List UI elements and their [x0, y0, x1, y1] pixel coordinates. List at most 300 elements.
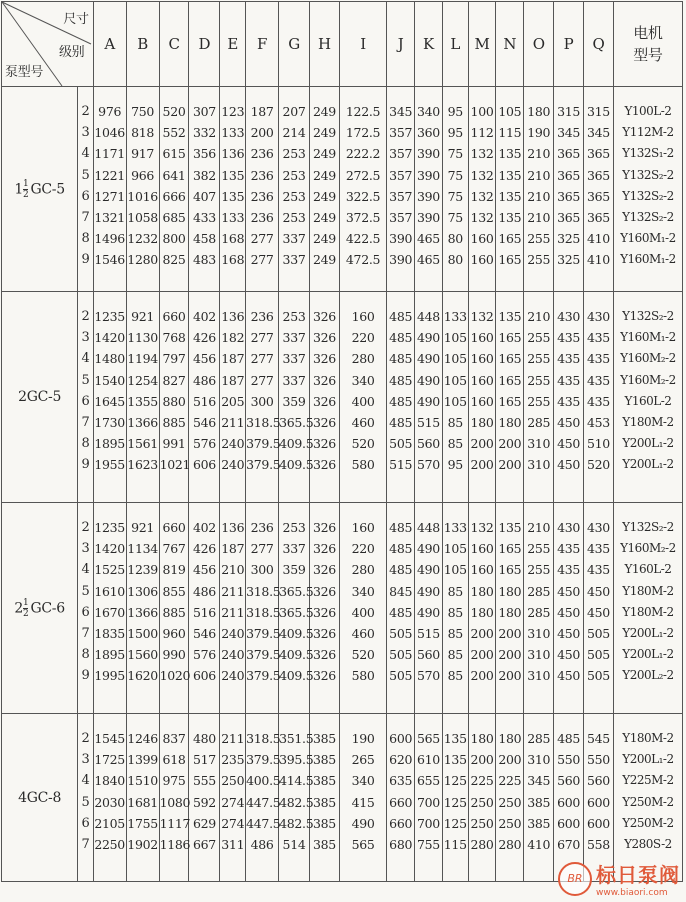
dimension-value: 372.5: [345, 209, 381, 225]
level-value: 8: [81, 647, 90, 663]
column-header-n: N: [496, 2, 524, 87]
dimension-value: 1995: [94, 668, 125, 684]
dimension-value: 180: [498, 583, 522, 599]
dimension-value: 85: [447, 668, 463, 684]
dimension-value: 165: [498, 393, 522, 409]
dimension-value: 426: [192, 541, 216, 557]
level-value: 6: [81, 815, 90, 831]
dimension-value: 318.5: [246, 731, 281, 746]
dimension-value: 123: [221, 104, 245, 119]
dimension-value: 249: [312, 104, 336, 119]
dimension-value: 1623: [127, 457, 158, 473]
level-value: 4: [81, 146, 90, 162]
dimension-value: 991: [162, 436, 186, 452]
dimension-value: 410: [586, 231, 610, 247]
dimension-value: 180: [470, 731, 494, 746]
dimension-value: 450: [557, 668, 581, 684]
dimension-value: 285: [527, 604, 551, 620]
dimension-value: 490: [416, 330, 440, 346]
dimension-value: 277: [250, 231, 274, 247]
dimension-value: 160: [470, 231, 494, 247]
dimension-value: 236: [250, 167, 274, 183]
dimension-value: 277: [250, 372, 274, 388]
dimension-value: 351.5: [279, 731, 314, 746]
dimension-value: 337: [282, 541, 306, 557]
dimension-value: 485: [557, 731, 581, 746]
motor-model-column: [613, 503, 682, 714]
dimension-value: 132: [470, 520, 494, 535]
dimension-value: 520: [351, 647, 375, 663]
dimension-value: 485: [389, 372, 413, 388]
level-value: 4: [81, 562, 90, 578]
dimension-value: 570: [416, 668, 440, 684]
level-value: 3: [81, 125, 90, 141]
dimension-column-g: [279, 292, 314, 503]
dimension-value: 618: [162, 752, 186, 768]
dimension-value: 1306: [127, 583, 158, 599]
dimension-value: 520: [586, 457, 610, 473]
dimension-value: 105: [498, 104, 522, 119]
dimension-value: 966: [131, 167, 155, 183]
watermark-name: 标日泵阀: [596, 863, 680, 887]
dimension-value: 180: [470, 583, 494, 599]
column-header-b: B: [126, 2, 159, 87]
dimension-value: 660: [389, 815, 413, 831]
dimension-value: 125: [443, 794, 467, 810]
dimension-value: 235: [221, 752, 245, 768]
dimension-value: 165: [498, 351, 522, 367]
dimension-value: 606: [192, 668, 216, 684]
dimension-value: 240: [221, 457, 245, 473]
dimension-column-a: [93, 87, 126, 292]
dimension-column-c: [159, 87, 189, 292]
dimension-value: 236: [250, 209, 274, 225]
pump-model-fraction: [23, 598, 28, 619]
dimension-value: 360: [416, 125, 440, 141]
dimension-value: 1610: [94, 583, 125, 599]
dimension-value: 210: [527, 520, 551, 535]
dimension-value: 2030: [94, 794, 125, 810]
dimension-column-p: [554, 87, 584, 292]
dimension-value: 135: [443, 731, 467, 746]
dimension-value: 433: [192, 209, 216, 225]
dimension-value: 135: [498, 209, 522, 225]
dimension-value: 600: [586, 794, 610, 810]
dimension-value: 960: [162, 625, 186, 641]
dimension-value: 365: [586, 188, 610, 204]
dimension-column-o: [524, 87, 554, 292]
motor-model-value: Y132S₂-2: [622, 209, 674, 224]
motor-model-header: [613, 2, 682, 87]
dimension-value: 277: [250, 252, 274, 268]
dimension-value: 700: [416, 794, 440, 810]
dimension-value: 255: [527, 372, 551, 388]
dimension-value: 450: [557, 457, 581, 473]
dimension-value: 249: [312, 209, 336, 225]
motor-model-value: Y280S-2: [624, 836, 672, 851]
dimension-value: 1546: [94, 252, 125, 268]
dimension-value: 976: [98, 104, 122, 119]
dimension-value: 75: [447, 167, 463, 183]
dimension-value: 326: [312, 393, 336, 409]
dimension-value: 318.5: [246, 583, 281, 599]
pump-model-cell: [2, 503, 78, 714]
dimension-value: 450: [557, 414, 581, 430]
motor-model-value: Y200L₁-2: [622, 647, 674, 662]
dimension-column-q: [584, 87, 614, 292]
motor-model-value: Y132S₂-2: [622, 309, 674, 323]
dimension-value: 385: [312, 815, 336, 831]
column-header-q: Q: [584, 2, 614, 87]
dimension-value: 122.5: [345, 104, 381, 119]
motor-model-value: Y160M₁-2: [620, 330, 676, 345]
dimension-value: 210: [527, 188, 551, 204]
dimension-value: 641: [162, 167, 186, 183]
dimension-column-c: [159, 503, 189, 714]
dimension-value: 205: [221, 393, 245, 409]
dimension-value: 135: [498, 309, 522, 324]
dimension-value: 210: [527, 146, 551, 162]
dimension-column-h: [309, 292, 339, 503]
dimension-column-m: [468, 714, 496, 882]
dimension-value: 818: [131, 125, 155, 141]
dimension-value: 453: [586, 414, 610, 430]
dimension-value: 307: [192, 104, 216, 119]
corner-header: [2, 2, 94, 87]
dimension-value: 345: [389, 104, 413, 119]
motor-model-column: [613, 292, 682, 503]
dimension-value: 558: [586, 836, 610, 852]
dimension-value: 485: [389, 309, 413, 324]
dimension-value: 214: [282, 125, 306, 141]
dimension-value: 1840: [94, 773, 125, 789]
dimension-value: 95: [447, 125, 463, 141]
dimension-value: 365: [557, 209, 581, 225]
dimension-value: 921: [131, 309, 155, 324]
dimension-value: 253: [282, 167, 306, 183]
column-header-f: F: [246, 2, 279, 87]
dimension-value: 325: [557, 231, 581, 247]
dimension-column-h: [309, 714, 339, 882]
dimension-value: 515: [416, 625, 440, 641]
dimension-value: 465: [416, 252, 440, 268]
dimension-value: 1561: [127, 436, 158, 452]
dimension-value: 1525: [94, 562, 125, 578]
dimension-value: 1235: [94, 520, 125, 535]
dimension-value: 660: [162, 309, 186, 324]
pump-model-fraction: [23, 179, 28, 200]
pump-model-suffix: GC-6: [30, 600, 65, 616]
dimension-value: 390: [416, 209, 440, 225]
dimension-value: 325: [557, 252, 581, 268]
dimension-value: 382: [192, 167, 216, 183]
dimension-value: 1239: [127, 562, 158, 578]
column-header-m: M: [468, 2, 496, 87]
dimension-value: 1080: [159, 794, 191, 810]
pump-model-cell: [2, 292, 78, 503]
dimension-value: 620: [389, 752, 413, 768]
dimension-column-j: [387, 87, 415, 292]
dimension-value: 310: [527, 625, 551, 641]
pump-model-label: 2GC-5: [18, 389, 62, 405]
dimension-value: 225: [470, 773, 494, 789]
dimension-value: 200: [498, 436, 522, 452]
dimension-column-h: [309, 87, 339, 292]
dimension-value: 160: [470, 562, 494, 578]
motor-model-value: Y180M-2: [622, 731, 674, 745]
level-value: 5: [81, 167, 90, 183]
dimension-value: 576: [192, 436, 216, 452]
dimension-value: 486: [250, 836, 274, 852]
dimension-column-e: [220, 503, 246, 714]
dimension-value: 365.5: [279, 604, 314, 620]
dimension-value: 426: [192, 330, 216, 346]
dimension-value: 135: [498, 188, 522, 204]
dimension-value: 318.5: [246, 414, 281, 430]
dimension-value: 365.5: [279, 414, 314, 430]
dimension-value: 250: [470, 794, 494, 810]
dimension-value: 133: [221, 125, 245, 141]
dimension-value: 606: [192, 457, 216, 473]
dimension-value: 133: [443, 520, 467, 535]
dimension-value: 356: [192, 146, 216, 162]
dimension-column-q: [584, 714, 614, 882]
dimension-value: 165: [498, 541, 522, 557]
dimension-column-a: [93, 503, 126, 714]
dimension-value: 565: [416, 731, 440, 746]
dimension-value: 95: [447, 457, 463, 473]
dimension-value: 211: [221, 414, 245, 430]
dimension-value: 435: [586, 330, 610, 346]
dimension-value: 280: [351, 562, 375, 578]
dimension-column-o: [524, 503, 554, 714]
dimension-column-l: [442, 503, 468, 714]
dimension-value: 337: [282, 372, 306, 388]
dimension-value: 379.5: [246, 668, 281, 684]
fraction-numerator: 1: [23, 178, 29, 189]
dimension-value: 160: [470, 393, 494, 409]
dimension-value: 1620: [127, 668, 158, 684]
dimension-value: 435: [557, 562, 581, 578]
dimension-column-b: [126, 714, 159, 882]
dimension-value: 667: [192, 836, 216, 852]
dimension-value: 505: [586, 647, 610, 663]
dimension-value: 1399: [127, 752, 158, 768]
dimension-value: 249: [312, 252, 336, 268]
dimension-column-k: [415, 292, 443, 503]
motor-model-value: Y160M₂-2: [620, 372, 676, 387]
dimension-value: 855: [162, 583, 186, 599]
dimension-value: 560: [557, 773, 581, 789]
motor-model-value: Y200L₂-2: [622, 668, 674, 683]
dimension-value: 837: [162, 731, 186, 746]
dimension-value: 1130: [127, 330, 158, 346]
dimension-value: 456: [192, 351, 216, 367]
motor-header-line1: 电机: [633, 24, 663, 42]
level-value: 5: [81, 794, 90, 810]
dimension-value: 75: [447, 188, 463, 204]
dimension-value: 409.5: [279, 647, 314, 663]
dimension-value: 448: [416, 309, 440, 324]
dimension-value: 165: [498, 372, 522, 388]
dimension-value: 85: [447, 604, 463, 620]
dimension-value: 220: [351, 541, 375, 557]
dimension-value: 80: [447, 231, 463, 247]
dimension-value: 565: [351, 836, 375, 852]
dimension-value: 1955: [94, 457, 125, 473]
dimension-value: 168: [221, 252, 245, 268]
dimension-value: 385: [527, 794, 551, 810]
dimension-value: 515: [416, 414, 440, 430]
dimension-column-j: [387, 292, 415, 503]
dimension-value: 80: [447, 252, 463, 268]
dimension-column-g: [279, 87, 310, 292]
dimension-value: 490: [416, 604, 440, 620]
dimension-column-q: [584, 503, 614, 714]
dimension-value: 160: [351, 309, 375, 324]
dimension-value: 160: [470, 372, 494, 388]
dimension-value: 210: [527, 209, 551, 225]
header-row: [2, 2, 683, 87]
dimension-value: 133: [221, 209, 245, 225]
dimension-value: 435: [586, 393, 610, 409]
dimension-value: 600: [586, 815, 610, 831]
dimension-value: 277: [250, 330, 274, 346]
dimension-column-c: [159, 292, 189, 503]
dimension-value: 379.5: [246, 647, 281, 663]
dimension-value: 1835: [94, 625, 125, 641]
dimension-value: 515: [389, 457, 413, 473]
dimension-value: 1046: [94, 125, 125, 141]
dimension-value: 280: [498, 836, 522, 852]
dimension-value: 555: [192, 773, 216, 789]
dimension-column-a: [93, 714, 126, 882]
dimension-column-n: [496, 87, 524, 292]
motor-model-value: Y225M-2: [622, 773, 674, 788]
dimension-value: 135: [498, 146, 522, 162]
dimension-value: 768: [162, 330, 186, 346]
motor-model-value: Y160L-2: [624, 562, 672, 577]
dimension-value: 337: [282, 351, 306, 367]
motor-model-value: Y180M-2: [622, 583, 674, 598]
dimension-value: 505: [586, 625, 610, 641]
dimension-value: 211: [221, 604, 245, 620]
dimension-value: 1645: [94, 393, 125, 409]
dimension-value: 340: [351, 583, 375, 599]
column-header-o: O: [524, 2, 554, 87]
column-header-j: J: [387, 2, 415, 87]
dimension-value: 482.5: [279, 815, 314, 831]
pump-group-row: [2, 87, 683, 292]
dimension-column-a: [93, 292, 126, 503]
dimension-value: 277: [250, 351, 274, 367]
dimension-value: 340: [351, 773, 375, 789]
dimension-value: 136: [221, 520, 245, 535]
dimension-value: 285: [527, 583, 551, 599]
dimension-value: 326: [312, 647, 336, 663]
dimension-value: 1681: [127, 794, 158, 810]
dimension-value: 600: [389, 731, 413, 746]
dimension-value: 315: [586, 104, 610, 119]
dimension-value: 285: [527, 414, 551, 430]
dimension-value: 357: [389, 167, 413, 183]
dimension-value: 460: [351, 625, 375, 641]
motor-model-column: [613, 714, 682, 882]
dimension-value: 200: [470, 752, 494, 768]
motor-model-value: Y160M₁-2: [620, 252, 676, 267]
dimension-column-h: [309, 503, 339, 714]
dimension-value: 415: [351, 794, 375, 810]
level-value: 7: [81, 625, 90, 641]
dimension-value: 1355: [127, 393, 158, 409]
dimension-value: 280: [351, 351, 375, 367]
dimension-value: 180: [498, 604, 522, 620]
dimension-column-l: [442, 292, 468, 503]
column-header-i: I: [339, 2, 386, 87]
dimension-column-b: [126, 292, 159, 503]
dimension-value: 1232: [127, 231, 158, 247]
dimension-value: 112: [470, 125, 494, 141]
dimension-value: 550: [557, 752, 581, 768]
dimension-value: 546: [192, 414, 216, 430]
dimension-value: 337: [282, 252, 306, 268]
dimension-value: 670: [557, 836, 581, 852]
dimension-column-b: [126, 503, 159, 714]
dimension-value: 390: [416, 146, 440, 162]
dimension-value: 160: [470, 541, 494, 557]
dimension-column-i: [339, 87, 386, 292]
dimension-value: 132: [470, 188, 494, 204]
dimension-value: 326: [312, 604, 336, 620]
dimension-value: 1510: [127, 773, 158, 789]
dimension-value: 450: [557, 604, 581, 620]
dimension-value: 322.5: [345, 188, 381, 204]
dimension-value: 300: [250, 562, 274, 578]
dimension-column-d: [189, 292, 220, 503]
dimension-value: 885: [162, 604, 186, 620]
dimension-value: 1254: [127, 372, 158, 388]
dimension-value: 211: [221, 583, 245, 599]
dimension-column-e: [220, 87, 246, 292]
dimension-value: 255: [527, 393, 551, 409]
dimension-value: 450: [557, 647, 581, 663]
dimension-value: 326: [312, 541, 336, 557]
dimension-value: 800: [162, 231, 186, 247]
dimension-value: 359: [282, 393, 306, 409]
dimension-value: 337: [282, 330, 306, 346]
dimension-column-i: [339, 292, 386, 503]
dimension-value: 187: [221, 351, 245, 367]
dimension-value: 685: [162, 209, 186, 225]
dimension-column-p: [554, 714, 584, 882]
dimension-value: 447.5: [246, 815, 281, 831]
dimension-value: 505: [389, 668, 413, 684]
dimension-value: 1117: [159, 815, 191, 831]
dimension-value: 220: [351, 330, 375, 346]
dimension-column-p: [554, 503, 584, 714]
dimension-value: 345: [586, 125, 610, 141]
dimension-value: 85: [447, 583, 463, 599]
dimension-value: 629: [192, 815, 216, 831]
dimension-value: 1221: [94, 167, 125, 183]
dimension-value: 592: [192, 794, 216, 810]
dimension-value: 390: [389, 252, 413, 268]
dimension-column-i: [339, 503, 386, 714]
dimension-value: 1321: [94, 209, 125, 225]
dimension-value: 274: [221, 815, 245, 831]
dimension-column-n: [496, 292, 524, 503]
dimension-value: 255: [527, 330, 551, 346]
